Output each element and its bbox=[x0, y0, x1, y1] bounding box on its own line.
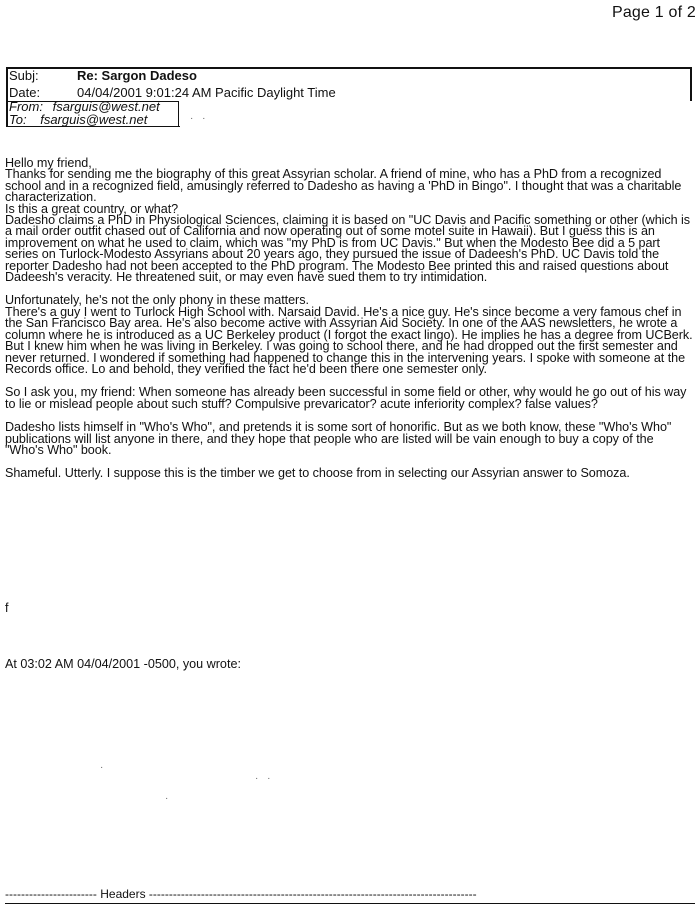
body-paragraph: Is this a great country, or what? bbox=[5, 201, 179, 216]
bottom-rule bbox=[5, 903, 695, 904]
subject-row bbox=[9, 68, 197, 83]
subject-value: Re: Sargon Dadeso bbox=[77, 68, 197, 83]
body-paragraph: Shameful. Utterly. I suppose this is the timber we get to choose from in selecting our Assyrian answer to Somoza. bbox=[5, 466, 630, 481]
scan-speckle: · bbox=[100, 762, 107, 773]
body-paragraph: There's a guy I went to Turlock High School with. Narsaid David. He's a nice guy. He's since become a very famous chef in the San Francisco Bay area. He's also become active with Assyrian Aid Society. In one of the AAS newsletters, he wrote a column where he is introduced as a UC Berkeley product (I forgot the exact lingo). He implies he has a degree from UCBerk. But I knew him when he was living in Berkeley. I was going to school there, and he had dropped out the first semester and never returned. I wondered if something had happened to change this in the intervening years. I spoke with someone at the Records office. Lo and behold, they verified the fact he'd been there one semester only. bbox=[5, 304, 693, 376]
from-label: From: bbox=[9, 99, 43, 114]
body-paragraph: Dadesho claims a PhD in Physiological Sciences, claiming it is based on "UC Davis and Pacific something or other (which is a mail order outfit chased out of California and now operating out of some motel suite in Hawaii). But I guess this is an improvement on what he used to claim, which was "my PhD is from UC Davis." But when the Modesto Bee did a 5 part series on Turlock-Modesto Assyrians about 20 years ago, they pursued the issue of Dadeesh's PhD. UC Davis told the reporter Dadesho had not been accepted to the PhD program. The Modesto Bee printed this and raised questions about Dadeesh's veracity. He threatened suit, or may even have sued them to try intimidation. bbox=[5, 213, 691, 285]
signature: f bbox=[5, 601, 9, 615]
subject-label: Subj: bbox=[9, 68, 39, 83]
body-paragraph: So I ask you, my friend: When someone has already been successful in some field or other, why would he go out of his way to lie or mislead people about such stuff? Compulsive prevaricator? acute inferiority complex? false values? bbox=[5, 385, 687, 411]
scan-speckle: · · bbox=[255, 773, 274, 784]
body-paragraph: Dadesho lists himself in "Who's Who", and pretends it is some sort of honorific. But as we both know, these "Who's Who" publications will list anyone in there, and they hope that people who are listed will be vain enough to buy a copy of the "Who's Who" book. bbox=[5, 420, 672, 457]
reply-intro: At 03:02 AM 04/04/2001 -0500, you wrote: bbox=[5, 657, 241, 671]
date-value: 04/04/2001 9:01:24 AM Pacific Daylight Time bbox=[77, 85, 336, 100]
header-from-border bbox=[178, 101, 179, 127]
header-right-border bbox=[690, 67, 692, 101]
date-row bbox=[9, 85, 336, 100]
date-label: Date: bbox=[9, 85, 41, 100]
page-number: Page 1 of 2 bbox=[611, 4, 696, 21]
to-label: To: bbox=[9, 112, 27, 127]
body-paragraph: Unfortunately, he's not the only phony in these matters. bbox=[5, 293, 309, 308]
from-value: fsarguis@west.net bbox=[52, 99, 160, 114]
email-header-box bbox=[6, 67, 692, 127]
header-left-border bbox=[6, 67, 8, 127]
email-body bbox=[5, 158, 695, 480]
scan-speckle: · bbox=[165, 793, 172, 804]
to-value: fsarguis@west.net bbox=[40, 112, 148, 127]
to-row bbox=[9, 112, 147, 127]
greeting: Hello my friend, bbox=[5, 156, 92, 170]
scan-speckle: · · bbox=[190, 113, 209, 124]
headers-divider: ----------------------- Headers ---------------------------------------------------------------------------------- bbox=[5, 887, 477, 901]
body-paragraph: Thanks for sending me the biography of this great Assyrian scholar. A friend of mine, who has a PhD from a recognized school and in a recognized field, amusingly referred to Dadesho as having a 'PhD in Bingo". I thought that was a charitable characterization. bbox=[5, 167, 682, 205]
